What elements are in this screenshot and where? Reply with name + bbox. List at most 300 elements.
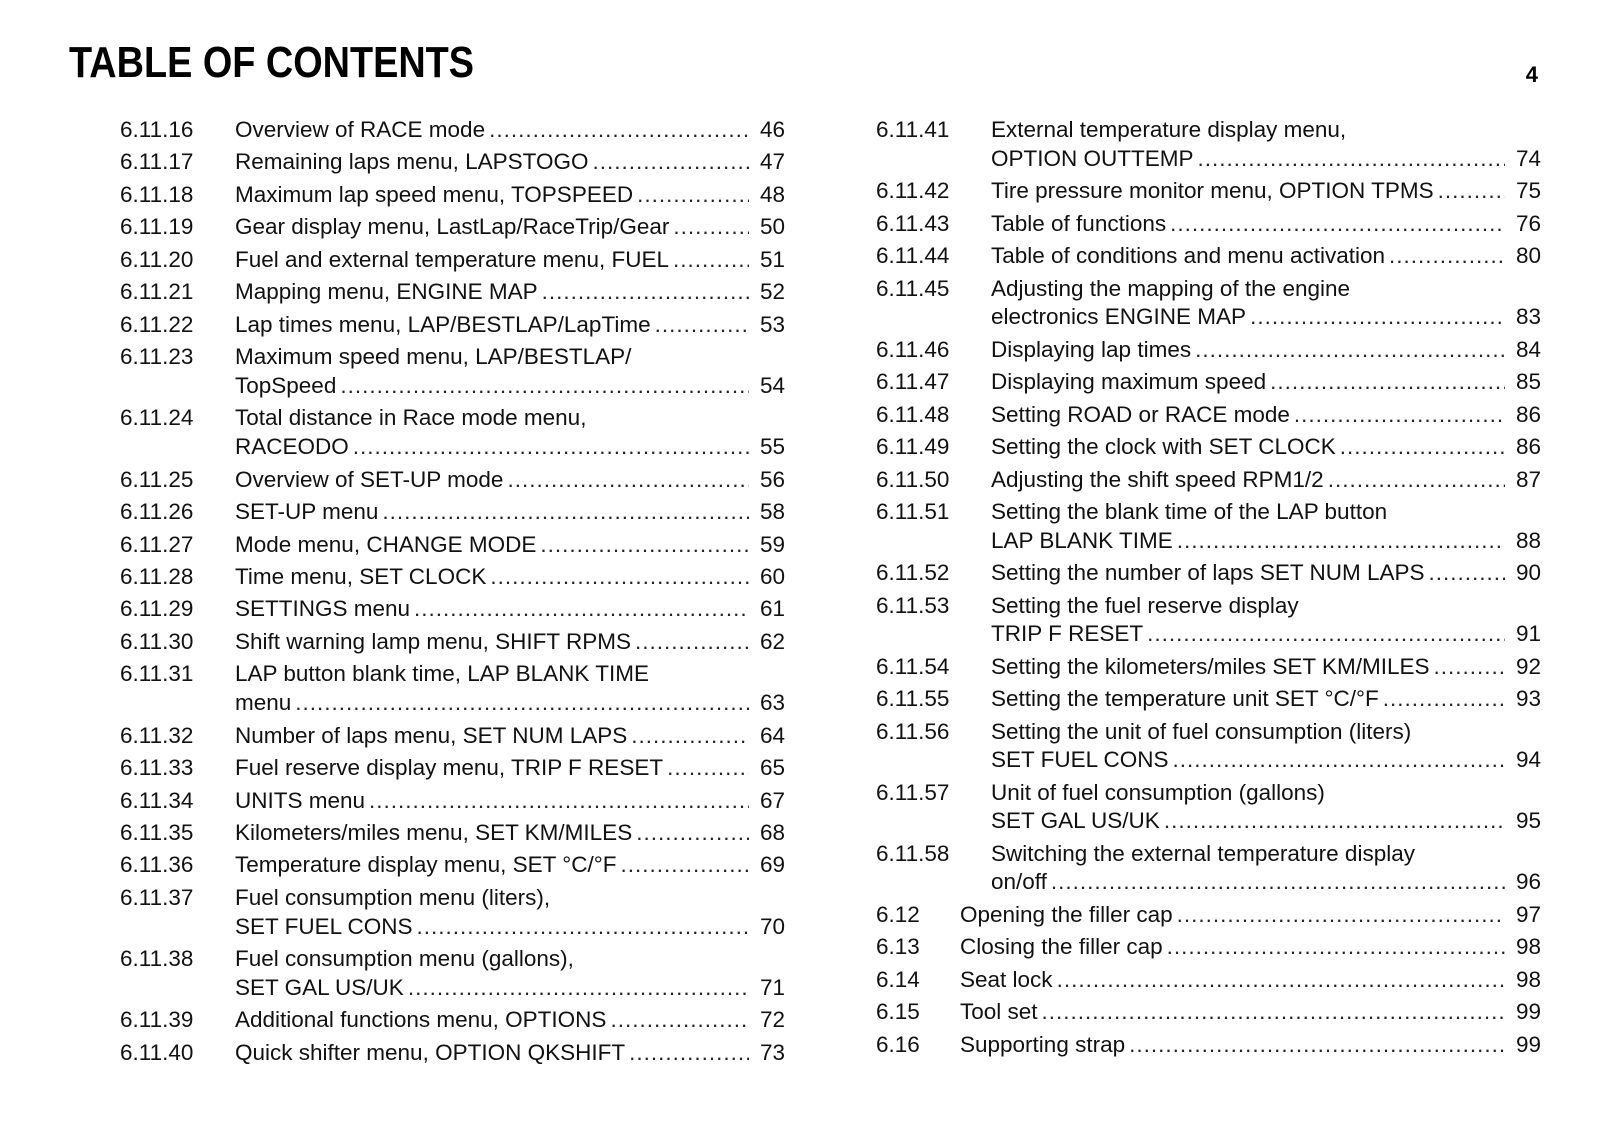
toc-entry-title [960,1031,1541,1060]
toc-entry-number: 6.11.39 [120,1007,194,1033]
toc-entry[interactable] [876,779,1541,836]
dot-leader [408,974,749,1003]
toc-entry-page: 88 [1515,527,1541,553]
toc-entry-page: 72 [759,1007,785,1033]
dot-leader [1195,336,1505,365]
toc-entry-page: 84 [1515,336,1541,362]
toc-entry-page: 61 [759,596,785,622]
toc-entry[interactable] [876,466,1541,495]
toc-entry-title-line: Fuel and external temperature menu, FUEL [235,246,669,272]
toc-entry-title [991,401,1541,430]
toc-entry-title-line: Closing the filler cap [960,934,1163,960]
toc-entry-number: 6.11.38 [120,946,194,972]
dot-leader [593,148,750,177]
toc-entry-title [235,181,785,210]
toc-entry[interactable] [876,242,1541,271]
toc-entry-page: 93 [1515,686,1541,712]
toc-entry-title-line: Maximum lap speed menu, TOPSPEED [235,181,634,207]
toc-entry-title-line: SET GAL US/UK [235,974,404,1000]
toc-entry-title [235,851,785,880]
toc-entry-page: 46 [759,117,785,142]
toc-entry-number: 6.11.16 [120,117,194,142]
toc-entry-number: 6.11.46 [876,336,950,362]
toc-entry[interactable] [876,275,1541,332]
dot-leader [382,498,749,527]
toc-column-left [120,116,785,1071]
dot-leader [620,851,749,880]
toc-entry-title [991,685,1541,714]
toc-entry-number: 6.11.36 [120,852,194,878]
toc-entry-title-line: Setting the kilometers/miles SET KM/MILES [991,653,1430,679]
toc-entry-title-line: Seat lock [960,966,1053,992]
toc-entry-page: 54 [759,372,785,398]
toc-entry-title [235,628,785,657]
toc-entry[interactable] [120,563,785,592]
toc-entry-number: 6.14 [876,966,920,992]
toc-entry-title-line: Setting the temperature unit SET °C/°F [991,686,1379,712]
toc-entry-page: 75 [1515,178,1541,204]
dot-leader [1177,901,1505,930]
toc-entry-page: 51 [759,246,785,272]
toc-entry[interactable] [876,592,1541,649]
toc-entry-title-line: Setting the fuel reserve display [991,592,1299,618]
toc-entry-title-line: Lap times menu, LAP/BESTLAP/LapTime [235,311,651,337]
toc-entry[interactable] [120,213,785,242]
toc-entry-number: 6.11.49 [876,434,950,460]
toc-entry-page: 50 [759,214,785,240]
toc-entry-number: 6.11.58 [876,840,950,866]
dot-leader [1170,210,1505,239]
toc-entry-title [235,1006,785,1035]
dot-leader [673,213,749,242]
toc-entry-page: 74 [1515,145,1541,171]
toc-entry-page: 83 [1515,304,1541,330]
dot-leader [1389,242,1505,271]
dot-leader [637,181,749,210]
dot-leader [610,1006,749,1035]
toc-entry-page: 64 [759,722,785,748]
dot-leader [1198,145,1506,174]
toc-entry-title-line: menu [235,690,292,716]
toc-entry[interactable] [120,246,785,275]
toc-entry-title-line: Time menu, SET CLOCK [235,564,487,589]
toc-entry[interactable] [120,884,785,941]
dot-leader [353,433,749,462]
toc-entry-title-line: electronics ENGINE MAP [991,304,1247,330]
dot-leader [1051,868,1505,897]
toc-entry-number: 6.11.37 [120,884,194,910]
toc-entry-title [235,595,785,624]
toc-entry[interactable] [876,177,1541,206]
toc-entry-title-line: Tool set [960,999,1038,1025]
toc-entry-title-line: Tire pressure monitor menu, OPTION TPMS [991,178,1434,204]
dot-leader [631,722,749,751]
toc-entry[interactable] [876,336,1541,365]
toc-entry-page: 69 [759,852,785,878]
toc-entry-title-line: Unit of fuel consumption (gallons) [991,779,1325,805]
toc-entry-title-line: TopSpeed [235,372,337,398]
toc-entry-title [991,779,1541,836]
dot-leader [673,246,749,275]
dot-leader [295,689,749,718]
toc-entry-title-line: SETTINGS menu [235,596,411,622]
toc-entry[interactable] [120,1006,785,1035]
toc-entry-page: 71 [759,974,785,1000]
toc-entry-number: 6.11.50 [876,466,950,492]
toc-entry-title-line: Mapping menu, ENGINE MAP [235,279,538,305]
toc-entry-title [235,466,785,495]
dot-leader [1177,527,1505,556]
dot-leader [629,1039,749,1068]
toc-entry-title [991,653,1541,682]
toc-entry-title-line: Switching the external temperature display [991,840,1415,866]
toc-entry-number: 6.11.43 [876,210,950,236]
toc-entry-page: 86 [1515,401,1541,427]
toc-entry-title [235,722,785,751]
dot-leader [1173,746,1505,775]
toc-entry-title [235,819,785,848]
toc-entry-page: 63 [759,690,785,716]
toc-entry[interactable] [120,278,785,307]
toc-entry-title [991,116,1541,173]
toc-entry-title-line: Quick shifter menu, OPTION QKSHIFT [235,1039,626,1065]
toc-entry-title-line: OPTION OUTTEMP [991,145,1194,171]
toc-entry-number: 6.11.19 [120,214,194,240]
toc-entry-title [960,901,1541,930]
toc-entry-title-line: Number of laps menu, SET NUM LAPS [235,722,628,748]
dot-leader [1328,466,1505,495]
toc-entry-page: 52 [759,279,785,305]
toc-entry-title [235,531,785,560]
toc-entry-title [235,343,785,400]
toc-entry[interactable] [120,531,785,560]
toc-entry-title [235,116,785,145]
toc-entry[interactable] [120,181,785,210]
toc-entry[interactable] [876,718,1541,775]
toc-entry-title-line: Setting ROAD or RACE mode [991,401,1290,427]
toc-entry-title-line: Additional functions menu, OPTIONS [235,1007,607,1033]
toc-entry-number: 6.11.41 [876,117,950,142]
toc-entry-title-line: LAP BLANK TIME [991,527,1173,553]
dot-leader [1129,1031,1505,1060]
toc-entry-page: 94 [1515,747,1541,773]
dot-leader [369,787,749,816]
toc-entry[interactable] [876,368,1541,397]
toc-entry-title [235,563,785,592]
toc-entry-number: 6.11.32 [120,722,194,748]
toc-entry[interactable] [876,401,1541,430]
toc-entry-title-line: SET-UP menu [235,499,379,525]
dot-leader [635,628,749,657]
toc-entry-number: 6.11.44 [876,243,950,269]
toc-entry-number: 6.11.31 [120,661,194,687]
toc-entry[interactable] [876,116,1541,173]
toc-entry-title-line: Gear display menu, LastLap/RaceTrip/Gear [235,214,670,240]
dot-leader [1147,620,1505,649]
dot-leader [655,311,749,340]
toc-entry-number: 6.16 [876,1031,920,1057]
toc-entry-number: 6.11.23 [120,344,194,370]
toc-entry-page: 90 [1515,560,1541,586]
dot-leader [667,754,749,783]
toc-entry-page: 95 [1515,808,1541,834]
toc-entry-title-line: Total distance in Race mode menu, [235,405,587,431]
toc-entry[interactable] [120,660,785,717]
toc-entry-title-line: Fuel consumption menu (liters), [235,884,551,910]
toc-entry-number: 6.11.17 [120,149,194,175]
toc-entry-page: 55 [759,434,785,460]
toc-entry[interactable] [876,498,1541,555]
toc-entry-number: 6.11.29 [120,596,194,622]
toc-entry[interactable] [876,559,1541,588]
toc-entry[interactable] [120,148,785,177]
toc-entry[interactable] [876,1031,1541,1060]
toc-entry-title [235,1039,785,1068]
toc-entry-title [991,433,1541,462]
toc-entry-number: 6.11.47 [876,369,950,395]
toc-entry[interactable] [876,210,1541,239]
toc-entry-title-line: Setting the blank time of the LAP button [991,499,1388,525]
toc-entry-page: 99 [1515,999,1541,1025]
toc-entry[interactable] [120,945,785,1002]
toc-entry[interactable] [876,998,1541,1027]
toc-entry-title-line: Mode menu, CHANGE MODE [235,531,537,557]
toc-entry-title-line: Displaying lap times [991,336,1192,362]
toc-entry-title-line: Fuel reserve display menu, TRIP F RESET [235,755,664,781]
toc-entry-title [991,559,1541,588]
dot-leader [1294,401,1505,430]
dot-leader [540,531,749,560]
toc-entry-title [991,336,1541,365]
toc-entry-title [235,148,785,177]
toc-entry-number: 6.11.30 [120,628,194,654]
toc-entry-title [991,177,1541,206]
dot-leader [1434,653,1506,682]
toc-entry-title-line: Remaining laps menu, LAPSTOGO [235,149,589,175]
toc-entry-title-line: Kilometers/miles menu, SET KM/MILES [235,819,633,845]
page-title: TABLE OF CONTENTS [69,38,475,87]
toc-entry-title [235,945,785,1002]
toc-entry-title-line: Table of functions [991,210,1167,236]
dot-leader [489,116,749,145]
dot-leader [1429,559,1505,588]
toc-entry-title [991,840,1541,897]
toc-entry-number: 6.11.26 [120,499,194,525]
toc-entry-title [235,246,785,275]
toc-entry-title [235,498,785,527]
toc-entry-page: 59 [759,531,785,557]
toc-entry-title [235,404,785,461]
toc-entry-number: 6.11.27 [120,531,194,557]
toc-entry-title-line: Table of conditions and menu activation [991,243,1386,269]
toc-entry-title [991,718,1541,775]
toc-entry-page: 62 [759,628,785,654]
toc-entry-number: 6.11.54 [876,653,950,679]
toc-entry-number: 6.11.51 [876,499,950,525]
toc-entry-number: 6.13 [876,934,920,960]
toc-entry[interactable] [120,466,785,495]
toc-entry-title [960,933,1541,962]
toc-entry-number: 6.11.22 [120,311,194,337]
toc-entry-page: 73 [759,1039,785,1065]
toc-entry-page: 98 [1515,934,1541,960]
toc-entry-page: 58 [759,499,785,525]
toc-entry-title-line: Setting the number of laps SET NUM LAPS [991,560,1425,586]
toc-entry-page: 80 [1515,243,1541,269]
toc-entry-title [235,660,785,717]
toc-entry[interactable] [120,722,785,751]
toc-entry[interactable] [876,433,1541,462]
toc-entry-title-line: SET FUEL CONS [235,913,413,939]
dot-leader [1042,998,1505,1027]
dot-leader [1438,177,1505,206]
toc-entry-number: 6.11.34 [120,787,194,813]
toc-entry-title [991,242,1541,271]
toc-entry-title [960,966,1541,995]
toc-entry[interactable] [120,787,785,816]
toc-entry-page: 76 [1515,210,1541,236]
toc-entry-page: 56 [759,466,785,492]
toc-entry-number: 6.11.48 [876,401,950,427]
toc-entry-number: 6.11.55 [876,686,950,712]
toc-entry-number: 6.15 [876,999,920,1025]
toc-entry-title-line: UNITS menu [235,787,366,813]
toc-entry-title-line: Maximum speed menu, LAP/BESTLAP/ [235,344,632,370]
toc-column-right [876,116,1541,1063]
toc-entry-title [235,278,785,307]
toc-entry-title-line: TRIP F RESET [991,621,1144,647]
toc-entry-page: 91 [1515,621,1541,647]
toc-entry-page: 68 [759,819,785,845]
toc-entry-title-line: Adjusting the shift speed RPM1/2 [991,466,1324,492]
toc-entry-title [235,787,785,816]
toc-entry-title-line: Fuel consumption menu (gallons), [235,946,574,972]
toc-entry-number: 6.11.28 [120,564,194,589]
toc-entry[interactable] [876,685,1541,714]
toc-entry-title [991,498,1541,555]
toc-entry[interactable] [120,851,785,880]
toc-entry-title-line: RACEODO [235,434,349,460]
toc-entry[interactable] [876,966,1541,995]
toc-entry-number: 6.11.24 [120,405,194,431]
toc-entry[interactable] [120,628,785,657]
dot-leader [1057,966,1505,995]
toc-entry-title-line: Adjusting the mapping of the engine [991,275,1351,301]
toc-entry[interactable] [120,311,785,340]
dot-leader [340,372,749,401]
toc-entry-number: 6.11.52 [876,560,950,586]
toc-entry-title-line: Setting the unit of fuel consumption (liters) [991,718,1412,744]
toc-entry-title-line: Overview of SET-UP mode [235,466,504,492]
toc-entry-title [960,998,1541,1027]
toc-entry-title [991,592,1541,649]
toc-entry-page: 92 [1515,653,1541,679]
toc-entry-page: 60 [759,564,785,589]
toc-entry-page: 65 [759,755,785,781]
toc-entry[interactable] [120,1039,785,1068]
toc-entry-number: 6.11.21 [120,279,194,305]
toc-entry-title-line: Opening the filler cap [960,901,1173,927]
toc-entry-title-line: Displaying maximum speed [991,369,1267,395]
toc-entry[interactable] [120,595,785,624]
toc-entry-number: 6.11.20 [120,246,194,272]
toc-entry[interactable] [876,653,1541,682]
dot-leader [1270,368,1505,397]
dot-leader [1383,685,1505,714]
page-number: 4 [1525,62,1538,87]
toc-entry-title [991,210,1541,239]
toc-entry-page: 85 [1515,369,1541,395]
toc-entry[interactable] [120,498,785,527]
toc-entry-title [991,368,1541,397]
toc-entry-title-line: External temperature display menu, [991,117,1347,142]
toc-entry-number: 6.11.56 [876,718,950,744]
toc-entry-number: 6.11.25 [120,466,194,492]
toc-entry-title-line: Shift warning lamp menu, SHIFT RPMS [235,628,631,654]
toc-entry-title-line: Overview of RACE mode [235,117,486,142]
dot-leader [1164,807,1505,836]
toc-entry[interactable] [120,754,785,783]
toc-entry-title-line: SET FUEL CONS [991,747,1169,773]
toc-entry-page: 48 [759,181,785,207]
toc-entry-title [235,754,785,783]
toc-entry[interactable] [120,819,785,848]
dot-leader [636,819,749,848]
dot-leader [542,278,749,307]
toc-entry-title [235,311,785,340]
toc-entry-number: 6.11.35 [120,819,194,845]
toc-entry-number: 6.11.53 [876,592,950,618]
toc-entry[interactable] [120,343,785,400]
dot-leader [1340,433,1505,462]
toc-entry-number: 6.11.57 [876,779,950,805]
dot-leader [1250,303,1505,332]
toc-entry-number: 6.12 [876,901,920,927]
toc-entry[interactable] [876,933,1541,962]
toc-entry-page: 96 [1515,869,1541,895]
toc-entry-page: 70 [759,913,785,939]
toc-entry-title [991,466,1541,495]
toc-entry-title [991,275,1541,332]
toc-entry[interactable] [876,840,1541,897]
toc-entry[interactable] [120,116,785,145]
toc-entry[interactable] [876,901,1541,930]
toc-entry-number: 6.11.42 [876,178,950,204]
dot-leader [1167,933,1505,962]
dot-leader [507,466,749,495]
toc-entry-page: 53 [759,311,785,337]
toc-entry-page: 99 [1515,1031,1541,1057]
toc-entry-number: 6.11.45 [876,275,950,301]
toc-entry-number: 6.11.18 [120,181,194,207]
toc-entry-page: 47 [759,149,785,175]
toc-entry[interactable] [120,404,785,461]
toc-entry-title-line: Temperature display menu, SET °C/°F [235,852,617,878]
toc-entry-number: 6.11.40 [120,1039,194,1065]
dot-leader [414,595,749,624]
toc-entry-page: 86 [1515,434,1541,460]
dot-leader [417,913,749,942]
toc-entry-title-line: SET GAL US/UK [991,808,1160,834]
toc-entry-title-line: LAP button blank time, LAP BLANK TIME [235,661,649,687]
toc-entry-title-line: Setting the clock with SET CLOCK [991,434,1336,460]
toc-entry-page: 97 [1515,901,1541,927]
dot-leader [490,563,749,592]
toc-entry-page: 87 [1515,466,1541,492]
toc-entry-number: 6.11.33 [120,755,194,781]
toc-entry-title-line: Supporting strap [960,1031,1126,1057]
toc-entry-page: 98 [1515,966,1541,992]
